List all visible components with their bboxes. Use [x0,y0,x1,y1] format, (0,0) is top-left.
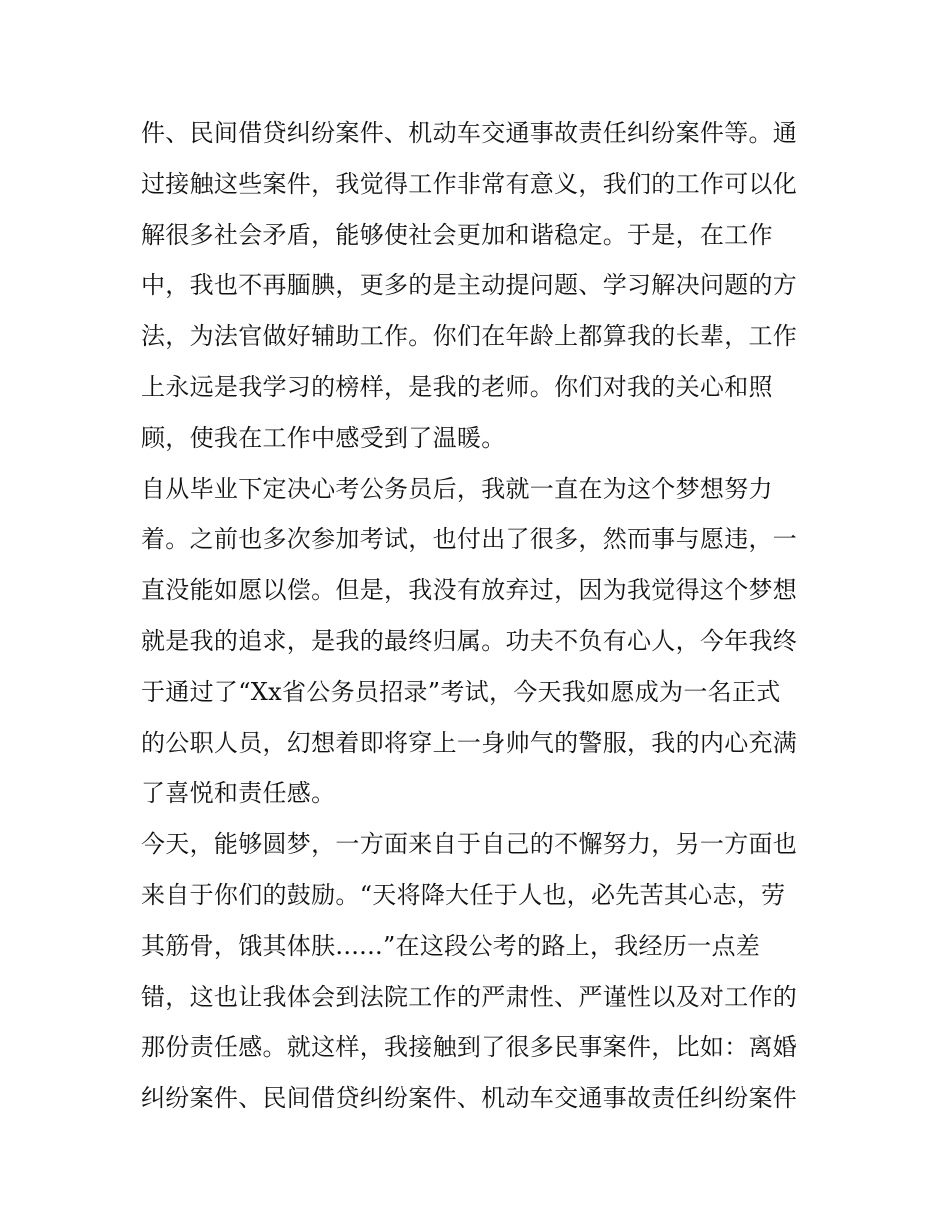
text-line-4: 中，我也不再腼腆，更多的是主动提问题、学习解决问题的方 [141,271,798,300]
text-line-10: 直没能如愿以偿。但是，我没有放弃过，因为我觉得这个梦想 [141,576,798,605]
text-line-5: 法，为法官做好辅助工作。你们在年龄上都算我的长辈，工作 [141,322,798,351]
text-line-20: 纠纷案件、民间借贷纠纷案件、机动车交通事故责任纠纷案件 [141,1084,798,1113]
text-line-12: 于通过了“Xx省公务员招录”考试，今天我如愿成为一名正式 [141,677,781,706]
text-line-1: 件、民间借贷纠纷案件、机动车交通事故责任纠纷案件等。通 [141,119,798,147]
text-line-16: 来自于你们的鼓励。“天将降大任于人也，必先苦其心志，劳 [141,880,786,909]
text-line-15: 今天，能够圆梦，一方面来自于自己的不懈努力，另一方面也 [141,830,798,859]
text-line-7: 顾，使我在工作中感受到了温暖。 [141,423,506,452]
text-line-6: 上永远是我学习的榜样，是我的老师。你们对我的关心和照 [141,372,773,401]
text-line-18: 错，这也让我体会到法院工作的严肃性、严谨性以及对工作的 [141,982,798,1011]
text-line-17: 其筋骨，饿其体肤......”在这段公考的路上，我经历一点差 [141,931,761,960]
text-line-9: 着。之前也多次参加考试，也付出了很多，然而事与愿违，一 [141,525,798,554]
text-line-3: 解很多社会矛盾，能够使社会更加和谐稳定。于是，在工作 [141,220,773,249]
body-text [141,108,813,1124]
text-line-2: 过接触这些案件，我觉得工作非常有意义，我们的工作可以化 [141,169,798,198]
text-line-14: 了喜悦和责任感。 [141,779,336,808]
text-line-11: 就是我的追求，是我的最终归属。功夫不负有心人，今年我终 [141,626,798,655]
text-line-13: 的公职人员，幻想着即将穿上一身帅气的警服，我的内心充满 [141,728,798,757]
text-line-19: 那份责任感。就这样，我接触到了很多民事案件，比如：离婚 [141,1033,798,1062]
text-line-8: 自从毕业下定决心考公务员后，我就一直在为这个梦想努力 [141,474,773,503]
